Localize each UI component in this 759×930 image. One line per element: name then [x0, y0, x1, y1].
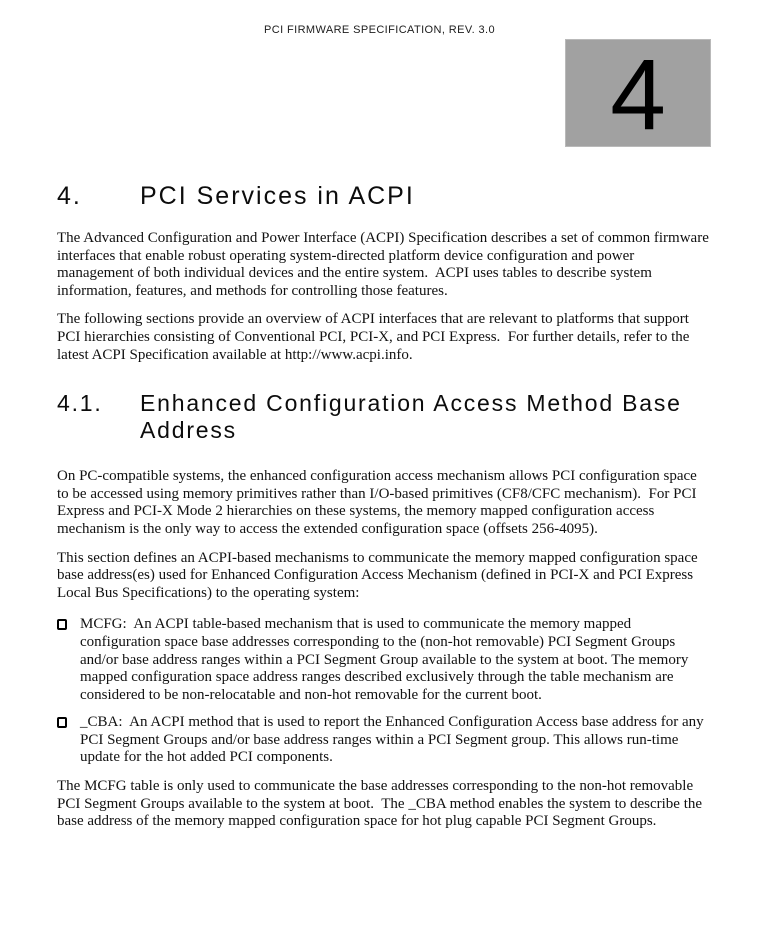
- bullet-square-icon: [57, 714, 80, 767]
- chapter-heading: [57, 182, 709, 210]
- bullet-item-text: MCFG: An ACPI table-based mechanism that is used to communicate the memory mapped configuration space base addresses corresponding to the (non-hot removable) PCI Segment Groups and/or base address ranges within a PCI Segment Group available to the system at boot. The memory mapped configuration space address ranges described exclusively through the table mechanism are considered to be non-relocatable and non-hot removable for the current boot.: [80, 616, 693, 703]
- section-paragraph-2: This section defines an ACPI-based mechanisms to communicate the memory mapped configuration space base address(es) used for Enhanced Configuration Access Mechanism (defined in PCI-X and PCI Express Local Bus Specifications) to the operating system:: [57, 549, 702, 601]
- section-heading-number: 4.1.: [57, 390, 103, 417]
- bullet-square-icon: [57, 616, 80, 704]
- bullet-item-text: _CBA: An ACPI method that is used to report the Enhanced Configuration Access base address for any PCI Segment Groups and/or base address ranges within a PCI Segment group. This allows run-time update for the hot added PCI components.: [80, 714, 708, 766]
- section-heading-title-line1: Enhanced Configuration Access Method Base: [140, 390, 682, 417]
- running-header: PCI FIRMWARE SPECIFICATION, REV. 3.0: [264, 24, 495, 36]
- chapter-heading-title: PCI Services in ACPI: [140, 182, 415, 210]
- section-paragraph-1: On PC-compatible systems, the enhanced configuration access mechanism allows PCI configuration space to be accessed using memory primitives rather than I/O-based primitives (CF8/CFC mechanism). For PCI Express and PCI-X Mode 2 hierarchies on these systems, the memory mapped configuration access mechanism is the only way to access the extended configuration space (offsets 256-4095).: [57, 468, 701, 537]
- closing-paragraph: The MCFG table is only used to communicate the base addresses corresponding to the non-hot removable PCI Segment Groups available to the system at boot. The _CBA method enables the system to describe the base address of the memory mapped configuration space for hot plug capable PCI Segment Groups.: [57, 778, 706, 830]
- intro-paragraph-1: The Advanced Configuration and Power Interface (ACPI) Specification describes a set of common firmware interfaces that enable robust operating system-directed platform device configuration and power management of both individual devices and the entire system. ACPI uses tables to describe system information, features, and methods for controlling those features.: [57, 230, 713, 299]
- list-item: [57, 616, 709, 704]
- chapter-heading-number: 4.: [57, 182, 82, 210]
- bullet-list: [57, 616, 709, 767]
- section-heading-title-line2: Address: [140, 417, 237, 444]
- section-heading-4-1: [57, 390, 709, 444]
- chapter-number: 4: [610, 39, 666, 151]
- page-body: [57, 0, 713, 831]
- list-item: [57, 714, 709, 767]
- section-heading-title: [140, 390, 682, 444]
- intro-paragraph-2: The following sections provide an overview of ACPI interfaces that are relevant to platforms that support PCI hierarchies consisting of Conventional PCI, PCI-X, and PCI Express. For further details, refer to the latest ACPI Specification available at http://www.acpi.info.: [57, 311, 694, 363]
